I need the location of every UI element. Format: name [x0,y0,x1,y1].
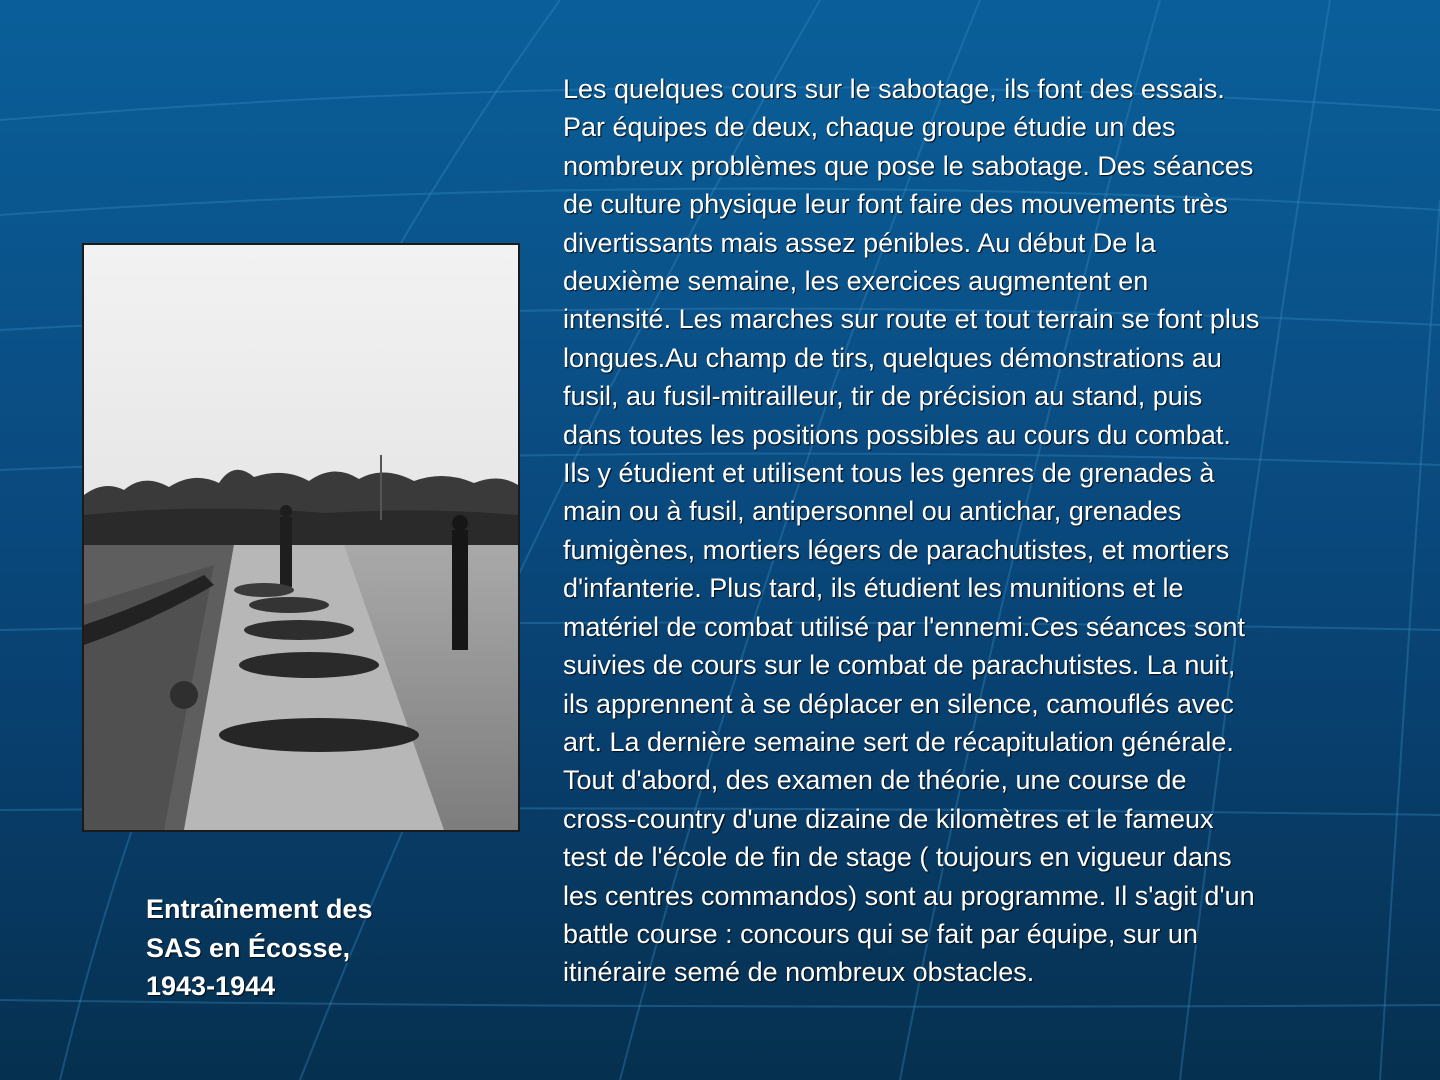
body-line: nombreux problèmes que pose le sabotage. Des séances [563,150,1254,181]
photo-caption [146,890,476,1006]
body-line: Tout d'abord, des examen de théorie, une course de [563,765,1187,796]
body-line: deuxième semaine, les exercices augmentent en [563,266,1149,297]
body-line: les centres commandos) sont au programme. Il s'agit d'un [563,880,1255,911]
body-line: cross-country d'une dizaine de kilomètres et le fameux [563,803,1214,834]
caption-line: Entraînement des [146,894,373,924]
body-line: battle course : concours qui se fait par équipe, sur un [563,918,1198,949]
body-line: divertissants mais assez pénibles. Au début De la [563,227,1156,258]
historical-photo-icon [84,245,518,830]
training-photo [82,243,520,832]
body-line: main ou à fusil, antipersonnel ou antichar, grenades [563,496,1182,527]
body-line: dans toutes les positions possibles au cours du combat. [563,419,1231,450]
body-line: ils apprennent à se déplacer en silence, camouflés avec [563,688,1234,719]
body-line: de culture physique leur font faire des mouvements très [563,189,1228,220]
body-line: Ils y étudient et utilisent tous les genres de grenades à [563,458,1215,489]
body-line: matériel de combat utilisé par l'ennemi.Ces séances sont [563,611,1245,642]
body-line: art. La dernière semaine sert de récapitulation générale. [563,726,1234,757]
body-line: d'infanterie. Plus tard, ils étudient les munitions et le [563,573,1184,604]
caption-line: SAS en Écosse, [146,932,351,963]
body-line: intensité. Les marches sur route et tout terrain se font plus [563,304,1260,335]
body-line: suivies de cours sur le combat de parachutistes. La nuit, [563,650,1236,681]
body-line: fusil, au fusil-mitrailleur, tir de précision au stand, puis [563,381,1203,412]
body-paragraph [563,70,1413,992]
body-line: longues.Au champ de tirs, quelques démonstrations au [563,342,1222,373]
body-line: Par équipes de deux, chaque groupe étudie un des [563,112,1176,143]
body-line: fumigènes, mortiers légers de parachutistes, et mortiers [563,534,1230,565]
body-line: itinéraire semé de nombreux obstacles. [563,957,1035,988]
body-line: test de l'école de fin de stage ( toujours en vigueur dans [563,842,1232,873]
caption-line: 1943-1944 [146,971,276,1001]
body-line: Les quelques cours sur le sabotage, ils font des essais. [563,74,1225,104]
